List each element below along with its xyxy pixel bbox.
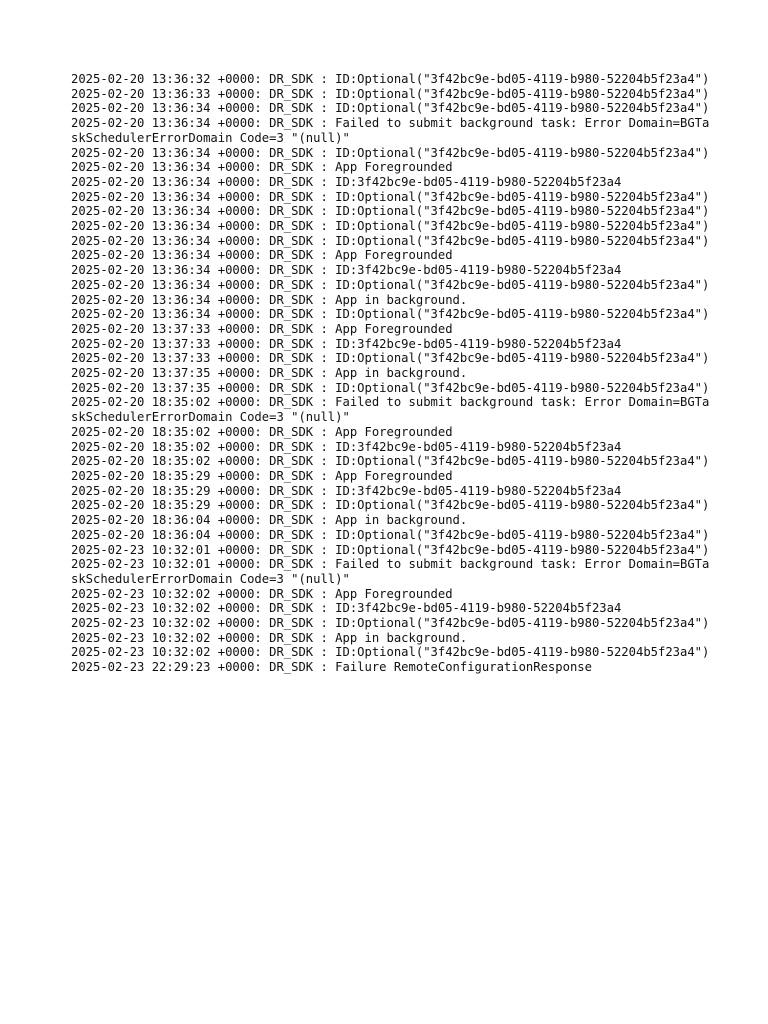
- log-line: 2025-02-20 13:36:34 +0000: DR_SDK : ID:3f42bc9e-bd05-4119-b980-52204b5f23a4: [71, 174, 622, 189]
- log-line: 2025-02-20 13:36:34 +0000: DR_SDK : ID:Optional("3f42bc9e-bd05-4119-b980-52204b5f23a4"): [71, 277, 710, 292]
- log-line: 2025-02-20 13:36:34 +0000: DR_SDK : ID:Optional("3f42bc9e-bd05-4119-b980-52204b5f23a4"): [71, 189, 710, 204]
- log-line: 2025-02-20 13:36:33 +0000: DR_SDK : ID:Optional("3f42bc9e-bd05-4119-b980-52204b5f23a4"): [71, 86, 710, 101]
- log-line: 2025-02-20 13:37:35 +0000: DR_SDK : ID:Optional("3f42bc9e-bd05-4119-b980-52204b5f23a4"): [71, 380, 710, 395]
- log-line: 2025-02-23 10:32:02 +0000: DR_SDK : App Foregrounded: [71, 586, 453, 601]
- log-line: 2025-02-20 13:37:35 +0000: DR_SDK : App in background.: [71, 366, 468, 381]
- log-line: 2025-02-20 18:35:02 +0000: DR_SDK : Failed to submit background task: Error Domain=BGTaskSchedulerErrorDomain Code=3 "(null)": [71, 395, 710, 425]
- log-line: 2025-02-20 13:36:34 +0000: DR_SDK : App Foregrounded: [71, 160, 453, 175]
- log-line: 2025-02-20 13:36:34 +0000: DR_SDK : Failed to submit background task: Error Domain=BGTaskSchedulerErrorDomain Code=3 "(null)": [71, 116, 710, 145]
- log-line: 2025-02-20 13:36:34 +0000: DR_SDK : App Foregrounded: [71, 248, 453, 263]
- log-line: 2025-02-20 18:35:29 +0000: DR_SDK : ID:3f42bc9e-bd05-4119-b980-52204b5f23a4: [71, 483, 622, 498]
- log-line: 2025-02-20 13:36:34 +0000: DR_SDK : ID:Optional("3f42bc9e-bd05-4119-b980-52204b5f23a4"): [71, 145, 710, 160]
- log-line: 2025-02-20 13:36:34 +0000: DR_SDK : ID:Optional("3f42bc9e-bd05-4119-b980-52204b5f23a4"): [71, 307, 710, 322]
- log-line: 2025-02-23 22:29:23 +0000: DR_SDK : Failure RemoteConfigurationResponse: [71, 660, 592, 675]
- log-line: 2025-02-20 13:37:33 +0000: DR_SDK : App Foregrounded: [71, 321, 453, 336]
- log-line: 2025-02-20 18:35:29 +0000: DR_SDK : ID:Optional("3f42bc9e-bd05-4119-b980-52204b5f23a4"): [71, 498, 710, 513]
- log-line: 2025-02-23 10:32:02 +0000: DR_SDK : ID:Optional("3f42bc9e-bd05-4119-b980-52204b5f23a4"): [71, 616, 710, 631]
- log-line: 2025-02-20 18:36:04 +0000: DR_SDK : ID:Optional("3f42bc9e-bd05-4119-b980-52204b5f23a4"): [71, 527, 710, 542]
- log-line: 2025-02-23 10:32:01 +0000: DR_SDK : Failed to submit background task: Error Domain=BGTaskSchedulerErrorDomain Code=3 "(null)": [71, 557, 710, 586]
- log-line: 2025-02-20 13:36:34 +0000: DR_SDK : ID:3f42bc9e-bd05-4119-b980-52204b5f23a4: [71, 263, 622, 278]
- log-line: 2025-02-20 13:36:34 +0000: DR_SDK : ID:Optional("3f42bc9e-bd05-4119-b980-52204b5f23a4"): [71, 204, 710, 219]
- log-line: 2025-02-23 10:32:02 +0000: DR_SDK : ID:Optional("3f42bc9e-bd05-4119-b980-52204b5f23a4"): [71, 645, 710, 660]
- log-line: 2025-02-20 13:37:33 +0000: DR_SDK : ID:3f42bc9e-bd05-4119-b980-52204b5f23a4: [71, 336, 622, 351]
- log-line: 2025-02-20 18:35:02 +0000: DR_SDK : ID:Optional("3f42bc9e-bd05-4119-b980-52204b5f23a4"): [71, 454, 710, 469]
- log-line: 2025-02-20 13:36:34 +0000: DR_SDK : ID:Optional("3f42bc9e-bd05-4119-b980-52204b5f23a4"): [71, 101, 710, 116]
- log-line: 2025-02-20 13:36:34 +0000: DR_SDK : ID:Optional("3f42bc9e-bd05-4119-b980-52204b5f23a4"): [71, 219, 710, 234]
- log-line: 2025-02-23 10:32:01 +0000: DR_SDK : ID:Optional("3f42bc9e-bd05-4119-b980-52204b5f23a4"): [71, 542, 710, 557]
- log-line: 2025-02-20 18:35:02 +0000: DR_SDK : App Foregrounded: [71, 424, 453, 439]
- log-line: 2025-02-23 10:32:02 +0000: DR_SDK : App in background.: [71, 630, 468, 645]
- log-line: 2025-02-20 13:36:34 +0000: DR_SDK : App in background.: [71, 292, 468, 307]
- log-line: 2025-02-23 10:32:02 +0000: DR_SDK : ID:3f42bc9e-bd05-4119-b980-52204b5f23a4: [71, 601, 622, 616]
- log-line: 2025-02-20 13:37:33 +0000: DR_SDK : ID:Optional("3f42bc9e-bd05-4119-b980-52204b5f23a4"): [71, 351, 710, 366]
- log-line: 2025-02-20 18:35:02 +0000: DR_SDK : ID:3f42bc9e-bd05-4119-b980-52204b5f23a4: [71, 439, 622, 454]
- log-line: 2025-02-20 13:36:32 +0000: DR_SDK : ID:Optional("3f42bc9e-bd05-4119-b980-52204b5f23a4"): [71, 72, 710, 86]
- log-line: 2025-02-20 18:36:04 +0000: DR_SDK : App in background.: [71, 513, 468, 528]
- log-line: 2025-02-20 18:35:29 +0000: DR_SDK : App Foregrounded: [71, 468, 453, 483]
- log-document: [71, 72, 711, 675]
- log-line: 2025-02-20 13:36:34 +0000: DR_SDK : ID:Optional("3f42bc9e-bd05-4119-b980-52204b5f23a4"): [71, 233, 710, 248]
